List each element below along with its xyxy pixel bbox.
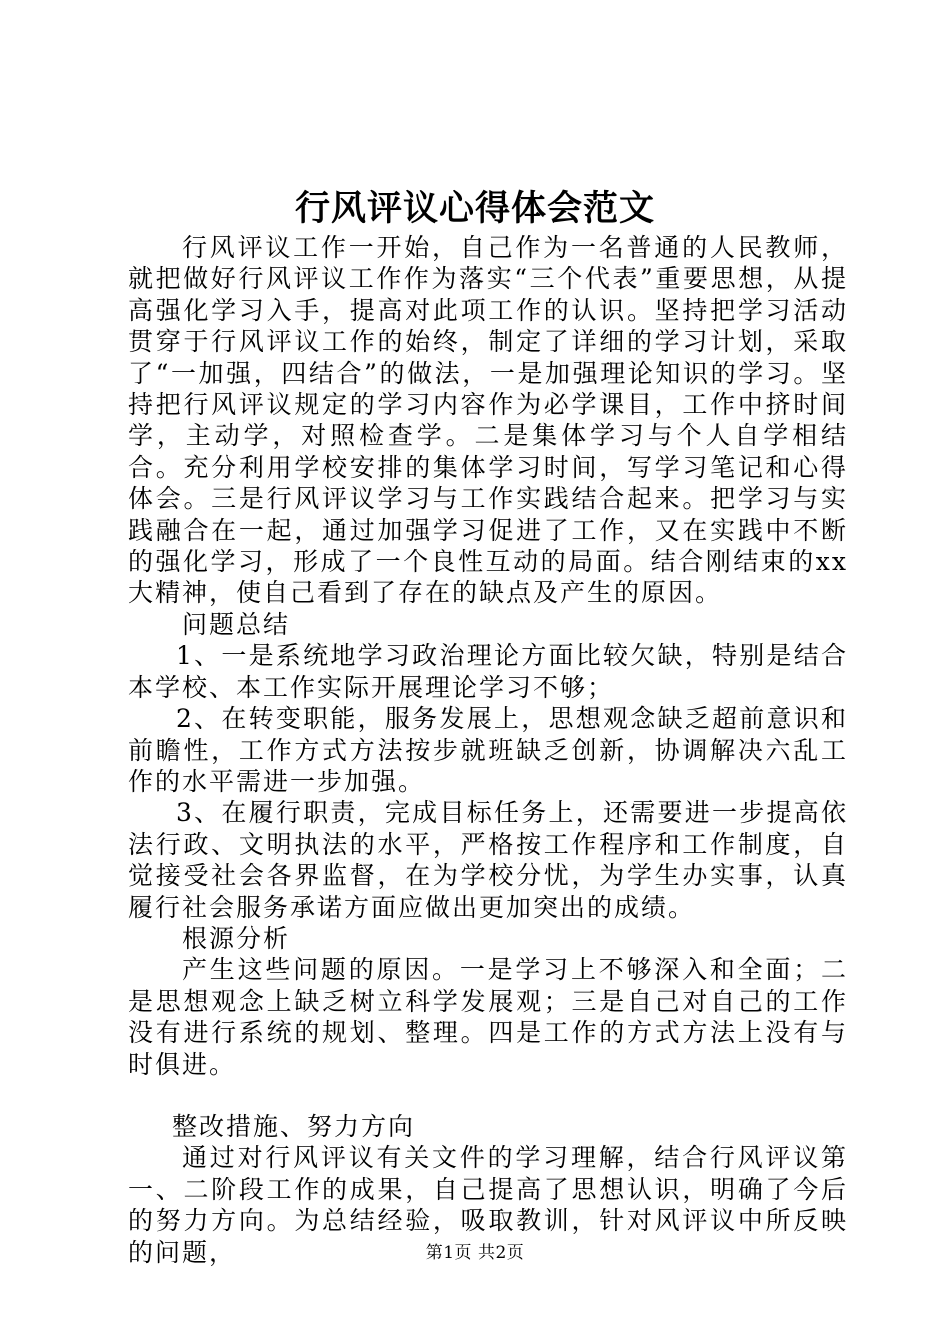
document-title: 行风评议心得体会范文 <box>294 188 655 229</box>
list-item-3: 3、在履行职责，完成目标任务上，还需要进一步提高依法行政、文明执法的水平，严格按工作程序和工作制度，自觉接受社会各界监督，在为学校分忧，为学生办实事，认真履行社会服务承诺方面应做出更加突出的成绩。 <box>128 798 848 922</box>
paragraph-root-cause: 产生这些问题的原因。一是学习上不够深入和全面；二是思想观念上缺乏树立科学发展观；三是自己对自己的工作没有进行系统的规划、整理。四是工作的方式方法上没有与时俱进。 <box>128 955 848 1079</box>
paragraph-intro: 行风评议工作一开始，自己作为一名普通的人民教师，就把做好行风评议工作作为落实“三个代表”重要思想，从提高强化学习入手，提高对此项工作的认识。坚持把学习活动贯穿于行风评议工作的始终，制定了详细的学习计划，采取了“一加强，四结合”的做法，一是加强理论知识的学习。坚持把行风评议规定的学习内容作为必学课目，工作中挤时间学，主动学，对照检查学。二是集体学习与个人自学相结合。充分利用学校安排的集体学习时间，写学习笔记和心得体会。三是行风评议学习与工作实践结合起来。把学习与实践融合在一起，通过加强学习促进了工作，又在实践中不断的强化学习，形成了一个良性互动的局面。结合刚结束的xx大精神，使自己看到了存在的缺点及产生的原因。 <box>128 233 848 608</box>
page-number-footer: 第1页 共2页 <box>425 1243 525 1263</box>
paragraph-rectification: 通过对行风评议有关文件的学习理解，结合行风评议第一、二阶段工作的成果，自己提高了思想认识，明确了今后的努力方向。为总结经验，吸取教训，针对风评议中所反映的问题， <box>128 1143 848 1267</box>
list-item-1: 1、一是系统地学习政治理论方面比较欠缺，特别是结合本学校、本工作实际开展理论学习不够； <box>128 641 848 702</box>
blank-line <box>128 1080 848 1111</box>
heading-problem-summary: 问题总结 <box>182 609 291 639</box>
heading-rectification: 整改措施、努力方向 <box>172 1111 416 1141</box>
list-item-2: 2、在转变职能，服务发展上，思想观念缺乏超前意识和前瞻性，工作方式方法按步就班缺乏创新，协调解决六乱工作的水平需进一步加强。 <box>128 704 848 796</box>
document-body <box>128 232 848 1268</box>
heading-root-cause: 根源分析 <box>182 923 291 953</box>
